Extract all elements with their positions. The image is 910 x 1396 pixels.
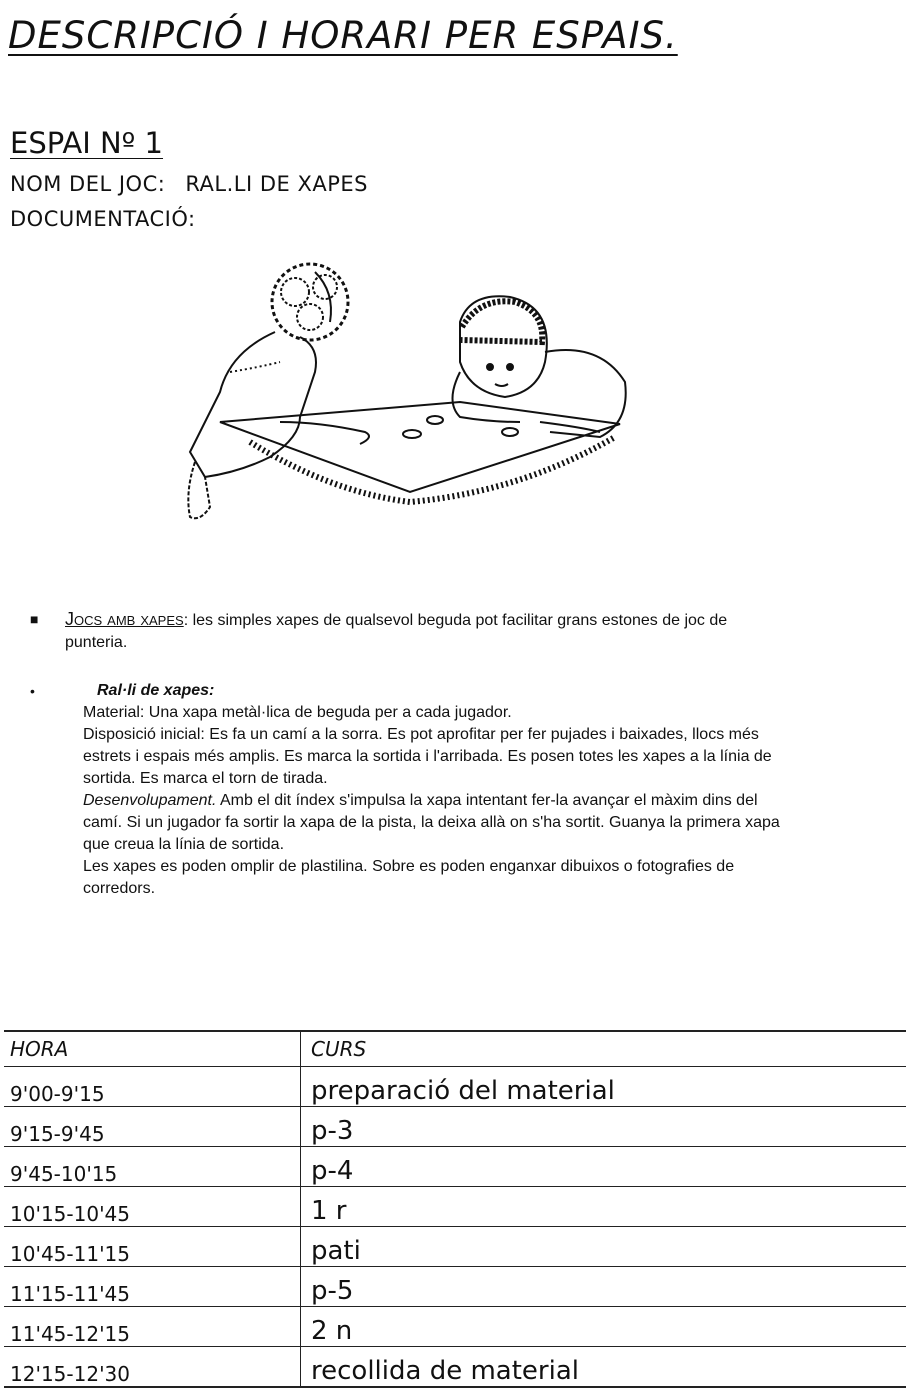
bullet-marker: ■ [30, 611, 39, 627]
curs-cell: 1 r [301, 1187, 907, 1227]
table-grass [250, 437, 615, 502]
hora-cell: 11'45-12'15 [4, 1307, 301, 1347]
table-row [4, 1227, 906, 1267]
desenvolupament-label: Desenvolupament. [83, 792, 217, 809]
curs-cell: p-5 [301, 1267, 907, 1307]
bottle-cap [403, 430, 421, 438]
bullet-marker: • [30, 683, 35, 699]
hora-cell: 11'15-11'45 [4, 1267, 301, 1307]
hora-cell: 12'15-12'30 [4, 1347, 301, 1388]
header-hora: HORA [4, 1031, 301, 1067]
hora-cell: 10'45-11'15 [4, 1227, 301, 1267]
game-name-line [10, 172, 368, 196]
table-row [4, 1267, 906, 1307]
curs-cell: pati [301, 1227, 907, 1267]
ralli-heading: Ral·li de xapes: [97, 682, 215, 699]
bullet-text: : les simples xapes de qualsevol beguda pot facilitar grans estones de joc de punteria. [65, 612, 728, 651]
table-row [4, 1307, 906, 1347]
espai-heading: ESPAI Nº 1 [10, 126, 164, 160]
bullet-jocs-amb-xapes [30, 608, 790, 654]
bottle-cap [427, 416, 443, 424]
hora-cell: 9'45-10'15 [4, 1147, 301, 1187]
nota-text: Les xapes es poden omplir de plastilina. Sobre es poden enganxar dibuixos o fotografies de corredors. [83, 858, 735, 897]
desenvolupament-paragraph [83, 790, 800, 856]
table-row [4, 1107, 906, 1147]
game-name-label: NOM DEL JOC: [10, 172, 166, 196]
material-text: Material: Una xapa metàl·lica de beguda per a cada jugador. [83, 704, 512, 721]
girl-braid [188, 462, 210, 518]
hora-cell: 9'00-9'15 [4, 1067, 301, 1107]
bullet-heading: Jocs amb xapes [65, 609, 184, 629]
page-title: DESCRIPCIÓ I HORARI PER ESPAIS. [8, 14, 678, 57]
curs-cell: p-3 [301, 1107, 907, 1147]
header-curs: CURS [301, 1031, 907, 1067]
girl-hair [272, 264, 348, 340]
table-row [4, 1067, 906, 1107]
curs-cell: 2 n [301, 1307, 907, 1347]
girl-body [190, 332, 316, 477]
hora-cell: 9'15-9'45 [4, 1107, 301, 1147]
disposicio-text: Disposició inicial: Es fa un camí a la sorra. Es pot aprofitar per fer pujades i baixades, llocs més estrets i espais més amplis. Es marca la sortida i l'arribada. Es posen totes les xapes a la línia de sortida. Es marca el torn de tirada. [83, 726, 772, 787]
documentation-label: DOCUMENTACIÓ: [10, 207, 196, 231]
children-playing-illustration [160, 252, 680, 552]
table-top [220, 402, 620, 492]
curs-cell: recollida de material [301, 1347, 907, 1388]
schedule-table [4, 1030, 906, 1388]
curs-cell: preparació del material [301, 1067, 907, 1107]
desenvolupament-text: Amb el dit índex s'impulsa la xapa intentant fer-la avançar el màxim dins del camí. Si un jugador fa sortir la xapa de la pista, la deixa allà on s'ha sortit. Guanya la primera xapa que creua la línia de sortida. [83, 792, 780, 853]
table-row [4, 1147, 906, 1187]
table-row [4, 1347, 906, 1388]
hora-cell: 10'15-10'45 [4, 1187, 301, 1227]
game-name-value: RAL.LI DE XAPES [185, 172, 368, 196]
schedule-header-row [4, 1031, 906, 1067]
table-row [4, 1187, 906, 1227]
bullet-ralli-de-xapes [30, 680, 800, 900]
curs-cell: p-4 [301, 1147, 907, 1187]
bottle-cap [502, 428, 518, 436]
boy-head [460, 296, 547, 397]
